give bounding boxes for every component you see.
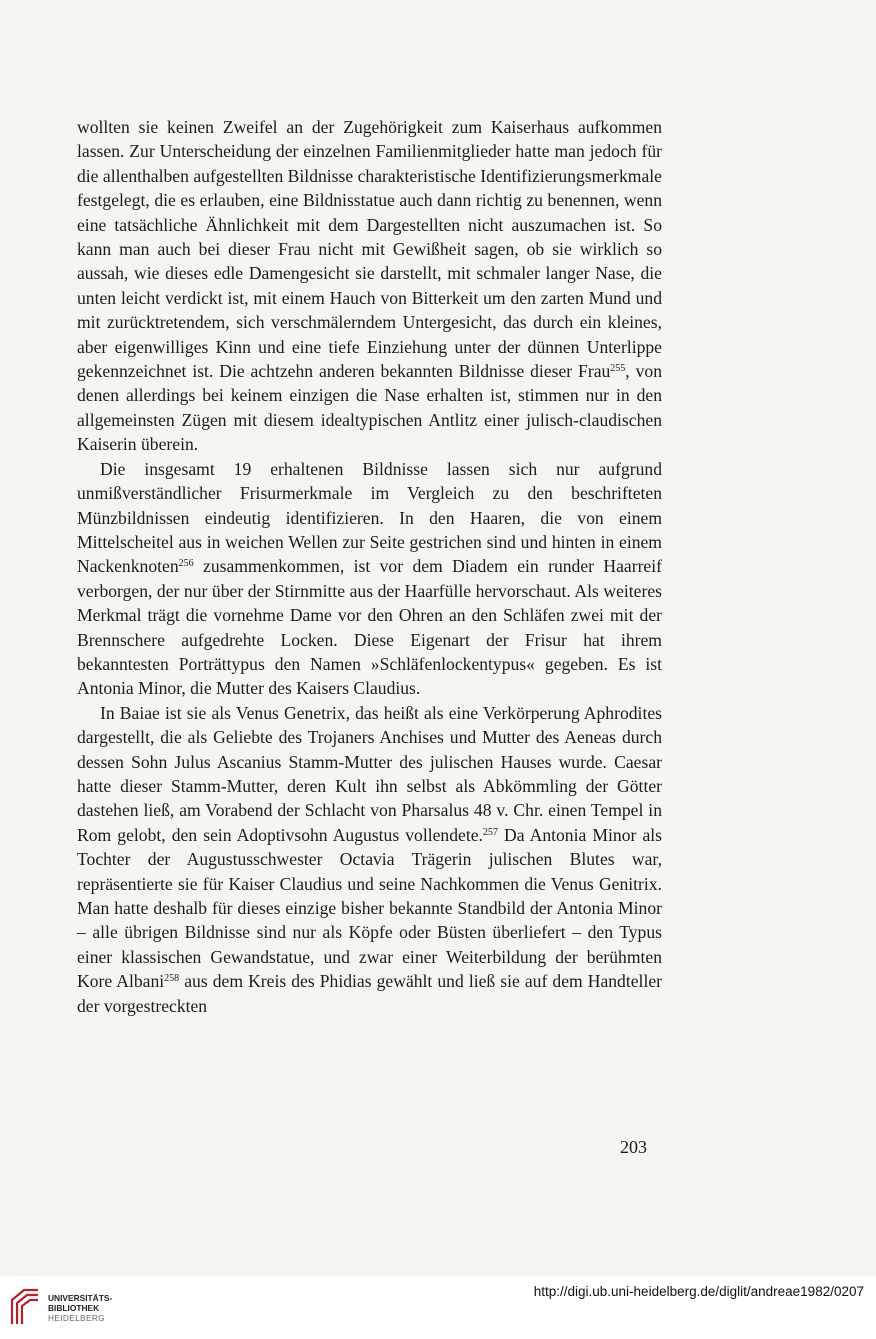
footnote-ref: 258 [164,973,180,985]
footnote-ref: 257 [482,826,498,838]
library-name: UNIVERSITÄTS- BIBLIOTHEK HEIDELBERG [48,1293,113,1323]
university-library-logo-icon [8,1286,42,1326]
page-number: 203 [620,1137,647,1157]
paragraph: Die insgesamt 19 erhaltenen Bildnisse lassen sich nur aufgrund unmißverständlicher Frisurmerkmale im Vergleich zu den beschrifteten Münzbildnissen eindeutig identifizieren. In den Haaren, die von einem Mittelscheitel aus in weichen Wellen zur Seite gestrichen sind und hinten in einem Nackenknoten$^{256}$ zusammenkommen, ist vor dem Diadem ein runder Haarreif verborgen, der nur über der Stirnmitte aus der Haarfülle hervorschaut. Als weiteres Merkmal trägt die vornehme Dame vor den Ohren an den Schläfen zwei mit der Brennschere aufgedrehte Locken. Diese Eigenart der Frisur hat ihrem bekanntesten Porträttypus den Namen »Schläfenlockentypus« gegeben. Es ist Antonia Minor, die Mutter des Kaisers Claudius. [77,458,662,699]
footnote-ref: 255 [610,363,626,375]
source-url-link[interactable]: http://digi.ub.uni-heidelberg.de/diglit/andreae1982/0207 [533,1284,864,1299]
footnote-ref: 256 [178,558,194,570]
paragraph: wollten sie keinen Zweifel an der Zugehörigkeit zum Kaiserhaus aufkommen lassen. Zur Unterscheidung der einzelnen Familienmitglieder hatte man jedoch für die allenthalben aufgestellten Bildnisse charakteristische Identifizierungsmerkmale festgelegt, die es erlauben, eine Bildnisstatue auch dann richtig zu benennen, wenn eine tatsächliche Ähnlichkeit mit dem Dargestellten nicht auszumachen ist. So kann man auch bei dieser Frau nicht mit Gewißheit sagen, ob sie wirklich so aussah, wie dieses edle Damengesicht sie darstellt, mit schmaler langer Nase, die unten leicht verdickt ist, mit einem Hauch von Bitterkeit um den zarten Mund und mit zurücktretendem, sich verschmälerndem Untergesicht, das durch ein kleines, aber eigenwilliges Kinn und eine tiefe Einziehung unter der dünnen Unterlippe gekennzeichnet ist. Die achtzehn anderen bekannten Bildnisse dieser Frau$^{255}$, von denen allerdings bei keinem einzigen die Nase erhalten ist, stimmen nur in den allgemeinsten Zügen mit diesem idealtypischen Antlitz einer julisch-claudischen Kaiserin überein. [77,117,662,455]
paragraph: In Baiae ist sie als Venus Genetrix, das heißt als eine Verkörperung Aphrodites dargestellt, die als Geliebte des Trojaners Anchises und Mutter des Aeneas durch dessen Sohn Julus Ascanius Stamm-Mutter des julischen Hauses wurde. Caesar hatte dieser Stamm-Mutter, deren Kult ihn selbst als Abkömmling der Götter dastehen ließ, am Vorabend der Schlacht von Pharsalus 48 v. Chr. einen Tempel in Rom gelobt, den sein Adoptivsohn Augustus vollendete.$^{257}$ Da Antonia Minor als Tochter der Augustusschwester Octavia Trägerin julischen Blutes war, repräsentierte sie für Kaiser Claudius und seine Nachkommen die Venus Genitrix. Man hatte deshalb für dieses einzige bisher bekannte Standbild der Antonia Minor – alle übrigen Bildnisse sind nur als Köpfe oder Büsten überliefert – den Typus einer klassischen Gewandstatue, und zwar einer Weiterbildung der berühmten Kore Albani$^{258}$ aus dem Kreis des Phidias gewählt und ließ sie auf dem Handteller der vorgestreckten [77,702,662,1016]
body-text [77,115,662,1018]
footer-bar [0,1276,876,1339]
